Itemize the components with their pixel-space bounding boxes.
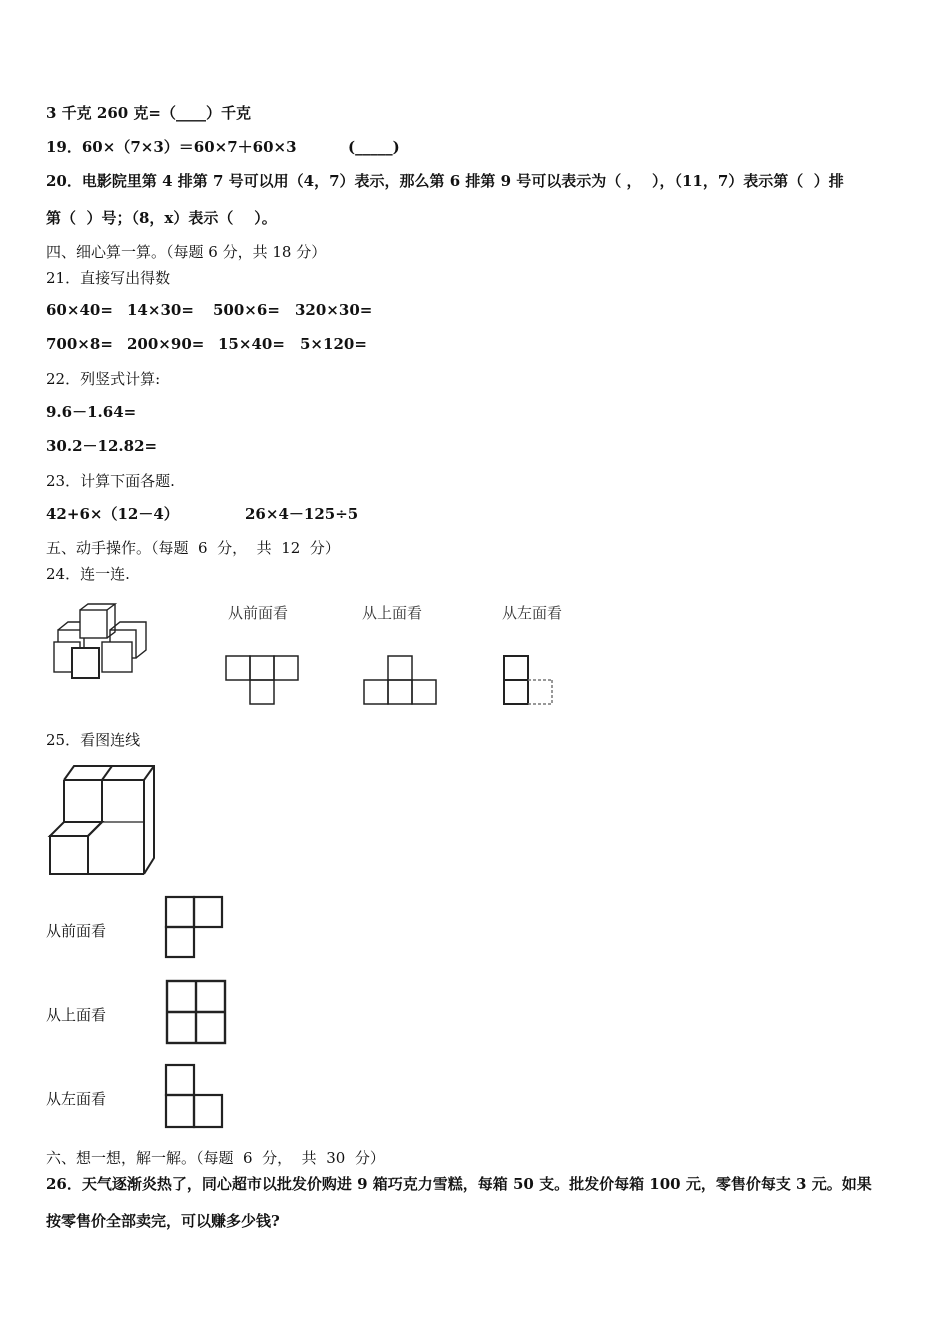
section-6-heading: 六、想一想，解一解。（每题 6 分， 共 30 分） xyxy=(46,1149,385,1167)
question-20-line1: 20．电影院里第 4 排第 7 号可以用（4，7）表示，那么第 6 排第 9 号可以表示为（ ， ），（11，7）表示第（ ）排 xyxy=(46,172,844,190)
q25-label-left: 从左面看 xyxy=(46,1090,107,1108)
calc-item: 200×90= xyxy=(127,335,205,353)
q25-solid-figure xyxy=(46,762,158,880)
q24-label-left: 从左面看 xyxy=(502,604,563,622)
calc-item: 15×40= xyxy=(218,335,285,353)
question-19-blank: (_____) xyxy=(348,138,400,156)
q24-view-inverted-t xyxy=(362,654,440,708)
q24-label-front: 从前面看 xyxy=(228,604,289,622)
calc-item: 500×6= xyxy=(213,301,280,319)
q24-solid-figure xyxy=(50,600,155,682)
q25-view-top xyxy=(164,978,228,1046)
q24-view-t-shape xyxy=(224,654,302,708)
q25-view-left xyxy=(164,1062,226,1130)
calc-item: 700×8= xyxy=(46,335,113,353)
question-22-b: 30.2－12.82= xyxy=(46,437,158,455)
calc-item: 5×120= xyxy=(300,335,367,353)
question-24: 24．连一连. xyxy=(46,565,130,583)
question-26-line1: 26．天气逐渐炎热了，同心超市以批发价购进 9 箱巧克力雪糕，每箱 50 支。批发价每箱 100 元，零售价每支 3 元。如果 xyxy=(46,1175,872,1193)
question-20-line2: 第（ ）号；（8，x）表示（ ）。 xyxy=(46,209,277,227)
question-22-a: 9.6－1.64= xyxy=(46,403,137,421)
q25-view-front xyxy=(164,895,226,961)
question-23-a: 42+6×（12－4） xyxy=(46,505,179,523)
question-21: 21．直接写出得数 xyxy=(46,269,171,287)
question-26-line2: 按零售价全部卖完，可以赚多少钱? xyxy=(46,1212,280,1230)
question-25: 25．看图连线 xyxy=(46,731,141,749)
question-23: 23．计算下面各题. xyxy=(46,472,175,490)
q25-label-front: 从前面看 xyxy=(46,922,107,940)
calc-item: 60×40= xyxy=(46,301,113,319)
question-22: 22．列竖式计算: xyxy=(46,370,161,388)
calc-item: 320×30= xyxy=(295,301,373,319)
section-5-heading: 五、动手操作。（每题 6 分， 共 12 分） xyxy=(46,539,340,557)
line-q18-tail: 3 千克 260 克=（____）千克 xyxy=(46,104,251,122)
question-19: 19．60×（7×3）＝60×7＋60×3 xyxy=(46,138,297,156)
q24-view-l-shape xyxy=(502,654,558,708)
section-4-heading: 四、细心算一算。（每题 6 分，共 18 分） xyxy=(46,243,327,261)
q25-label-top: 从上面看 xyxy=(46,1006,107,1024)
q24-label-top: 从上面看 xyxy=(362,604,423,622)
question-23-b: 26×4－125÷5 xyxy=(245,505,359,523)
calc-item: 14×30= xyxy=(127,301,194,319)
